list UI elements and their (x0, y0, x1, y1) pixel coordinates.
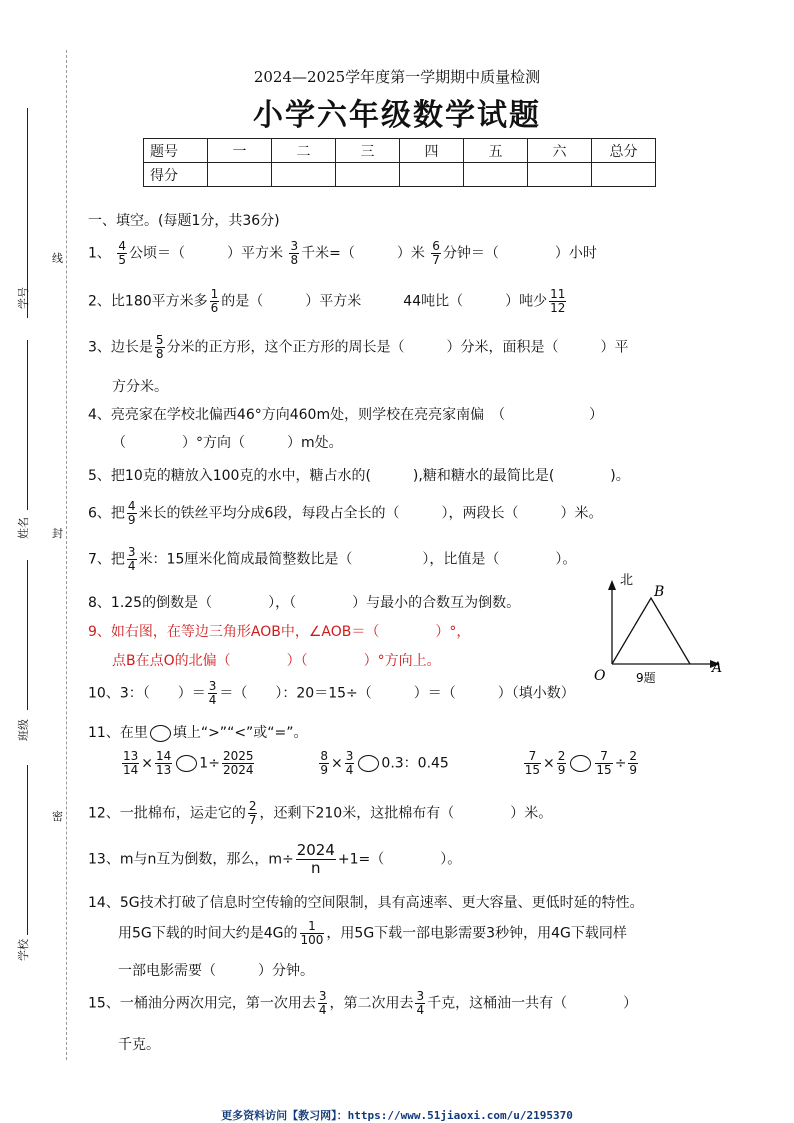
section-heading: 一、填空。(每题1分，共36分) (88, 213, 280, 229)
class-label: 班级 (17, 719, 30, 741)
fraction: $\frac{5}{8}$ (155, 333, 164, 361)
q-text: 7、把 (88, 551, 125, 568)
question-1 (88, 240, 597, 267)
q-text: 11、在里 (88, 725, 148, 741)
fraction: $\frac{3}{4}$ (345, 749, 354, 777)
q-text: 公顷＝（ ）平方米 (129, 245, 284, 262)
question-14-cont (118, 920, 627, 947)
q-text: 的是（ ）平方米 44吨比（ ）吨少 (221, 293, 548, 310)
fraction: $\frac{7}{15}$ (596, 749, 612, 777)
score-cell: 四 (400, 139, 464, 163)
compare-circle-icon (150, 725, 171, 742)
q-text: 1÷ (199, 755, 220, 772)
exam-subtitle: 2024—2025学年度第一学期期中质量检测 (253, 68, 541, 86)
exam-title: 小学六年级数学试题 (253, 98, 541, 133)
score-cell: 一 (208, 139, 272, 163)
north-arrow-icon (608, 580, 616, 590)
question-3-cont: 方分米。 (112, 379, 168, 395)
fraction: $\frac{2}{9}$ (557, 749, 566, 777)
answer-circle[interactable] (570, 755, 591, 772)
fraction: $\frac{2}{9}$ (629, 749, 638, 777)
fraction: $\frac{4}{9}$ (127, 499, 136, 527)
q-text: ，用5G下载一部电影需要3秒钟，用4G下载同样 (326, 925, 627, 942)
times-sign: × (331, 755, 343, 772)
q-text: 0.3：0.45 (381, 755, 449, 772)
student-id-label: 学号 (17, 287, 30, 309)
q-text: 千米=（ ）米 (301, 245, 425, 262)
answer-circle[interactable] (358, 755, 379, 772)
q-text: ，还剩下210米，这批棉布有（ ）米。 (259, 805, 553, 822)
q-text: 3、边长是 (88, 339, 153, 356)
fraction: $\frac{4}{5}$ (118, 239, 127, 267)
question-11 (88, 722, 308, 742)
score-cell: 二 (272, 139, 336, 163)
question-15-cont: 千克。 (118, 1037, 160, 1053)
score-input-cell[interactable] (528, 163, 592, 187)
q-text: 2、比180平方米多 (88, 293, 208, 310)
q-number: 1、 (88, 245, 111, 262)
margin-line (27, 765, 28, 935)
question-4-cont: （ ）°方向（ ）m处。 (112, 435, 343, 451)
north-label: 北 (620, 573, 634, 588)
score-value-row (144, 163, 656, 187)
score-header-row (144, 139, 656, 163)
score-cell: 六 (528, 139, 592, 163)
seal-line-char: 线 (52, 252, 63, 265)
fraction: $\frac{3}{4}$ (208, 679, 217, 707)
q-text: 用5G下载的时间大约是4G的 (118, 925, 298, 942)
question-3 (88, 334, 629, 361)
question-12 (88, 800, 552, 827)
q-text: 15、一桶油分两次用完，第一次用去 (88, 995, 316, 1012)
question-9-cont: 点B在点O的北偏（ ）（ ）°方向上。 (112, 653, 441, 669)
divide-sign: ÷ (614, 755, 627, 772)
fraction: $\frac{8}{9}$ (320, 749, 329, 777)
times-sign: × (543, 755, 555, 772)
q-text: 米长的铁丝平均分成6段，每段占全长的（ ），两段长（ ）米。 (138, 505, 603, 522)
score-cell: 五 (464, 139, 528, 163)
question-11-items (120, 750, 640, 777)
fraction: $\frac{13}{14}$ (123, 749, 139, 777)
question-10 (88, 680, 575, 707)
q-text: 10、3：（ ）＝ (88, 685, 206, 702)
question-7 (88, 546, 576, 573)
q-text: ，第二次用去 (329, 995, 414, 1012)
question-14-cont2: 一部电影需要（ ）分钟。 (118, 963, 314, 979)
figure-caption: 9题 (636, 671, 656, 685)
score-cell: 三 (336, 139, 400, 163)
score-input-cell[interactable] (336, 163, 400, 187)
answer-circle[interactable] (176, 755, 197, 772)
question-8: 8、1.25的倒数是（ ），（ ）与最小的合数互为倒数。 (88, 595, 521, 611)
question-13 (88, 842, 461, 877)
score-cell: 总分 (592, 139, 656, 163)
seal-dashed-line (66, 50, 67, 1060)
fraction: $\frac{3}{4}$ (127, 545, 136, 573)
triangle-figure (586, 568, 726, 688)
seal-char: 封 (52, 527, 63, 540)
footer-link[interactable]: 更多资料访问【教习网】：https://www.51jiaoxi.com/u/2195370 (221, 1109, 573, 1122)
fraction: $\frac{6}{7}$ (432, 239, 440, 267)
question-5: 5、把10克的糖放入100克的水中，糖占水的( ),糖和糖水的最简比是( )。 (88, 468, 630, 484)
student-name-label: 姓名 (17, 517, 30, 539)
question-14: 14、5G技术打破了信息时空传输的空间限制，具有高速率、更大容量、更低时延的特性。 (88, 895, 644, 911)
q-text: ＝（ ）：20＝15÷（ ）＝（ ）（填小数） (219, 685, 575, 702)
question-15 (88, 990, 637, 1017)
point-b-label: B (654, 584, 665, 600)
fraction: $\frac{1}{6}$ (210, 287, 219, 315)
score-cell: 题号 (144, 139, 208, 163)
score-input-cell[interactable] (400, 163, 464, 187)
q-text: 分钟＝（ ）小时 (442, 245, 597, 262)
fraction: $\frac{3}{8}$ (290, 239, 299, 267)
q-text: 6、把 (88, 505, 125, 522)
q-text: 12、一批棉布，运走它的 (88, 805, 246, 822)
fraction: $\frac{3}{4}$ (318, 989, 327, 1017)
q-text: 13、m与n互为倒数，那么，m÷ (88, 851, 294, 868)
question-4: 4、亮亮家在学校北偏西46°方向460m处，则学校在亮亮家南偏 （ ） (88, 407, 604, 423)
fraction: $\frac{1}{100}$ (300, 919, 324, 947)
q-text: 千克，这桶油一共有（ ） (427, 995, 638, 1012)
point-o-label: O (594, 668, 606, 684)
q-text: 米：15厘米化简成最简整数比是（ ），比值是（ ）。 (138, 551, 577, 568)
fraction: $\frac{2}{7}$ (248, 799, 257, 827)
fraction: $\frac{7}{15}$ (524, 749, 541, 777)
fraction: $\frac{14}{13}$ (156, 749, 172, 777)
margin-line (27, 340, 28, 510)
q-text: +1=（ ）。 (337, 851, 462, 868)
fraction: $\frac{11}{12}$ (550, 287, 566, 315)
score-input-cell[interactable] (272, 163, 336, 187)
times-sign: × (141, 755, 154, 772)
score-row-label: 得分 (144, 163, 208, 187)
margin-line (27, 560, 28, 710)
question-2 (88, 288, 568, 315)
score-table (143, 138, 656, 187)
fraction: $\frac{2024}{n}$ (296, 841, 335, 877)
q-text: 分米的正方形，这个正方形的周长是（ ）分米，面积是（ ）平 (166, 339, 629, 356)
secret-char: 密 (52, 810, 63, 823)
school-label: 学校 (17, 939, 30, 961)
fraction: $\frac{3}{4}$ (416, 989, 425, 1017)
score-input-cell[interactable] (592, 163, 656, 187)
fraction: $\frac{2025}{2024}$ (222, 749, 254, 777)
question-9: 9、如右图，在等边三角形AOB中，∠AOB＝（ ）°， (88, 624, 471, 640)
question-6 (88, 500, 602, 527)
score-input-cell[interactable] (464, 163, 528, 187)
point-a-label: A (712, 660, 723, 676)
q-text: 填上“>”“<”或“=”。 (172, 725, 308, 741)
score-input-cell[interactable] (208, 163, 272, 187)
